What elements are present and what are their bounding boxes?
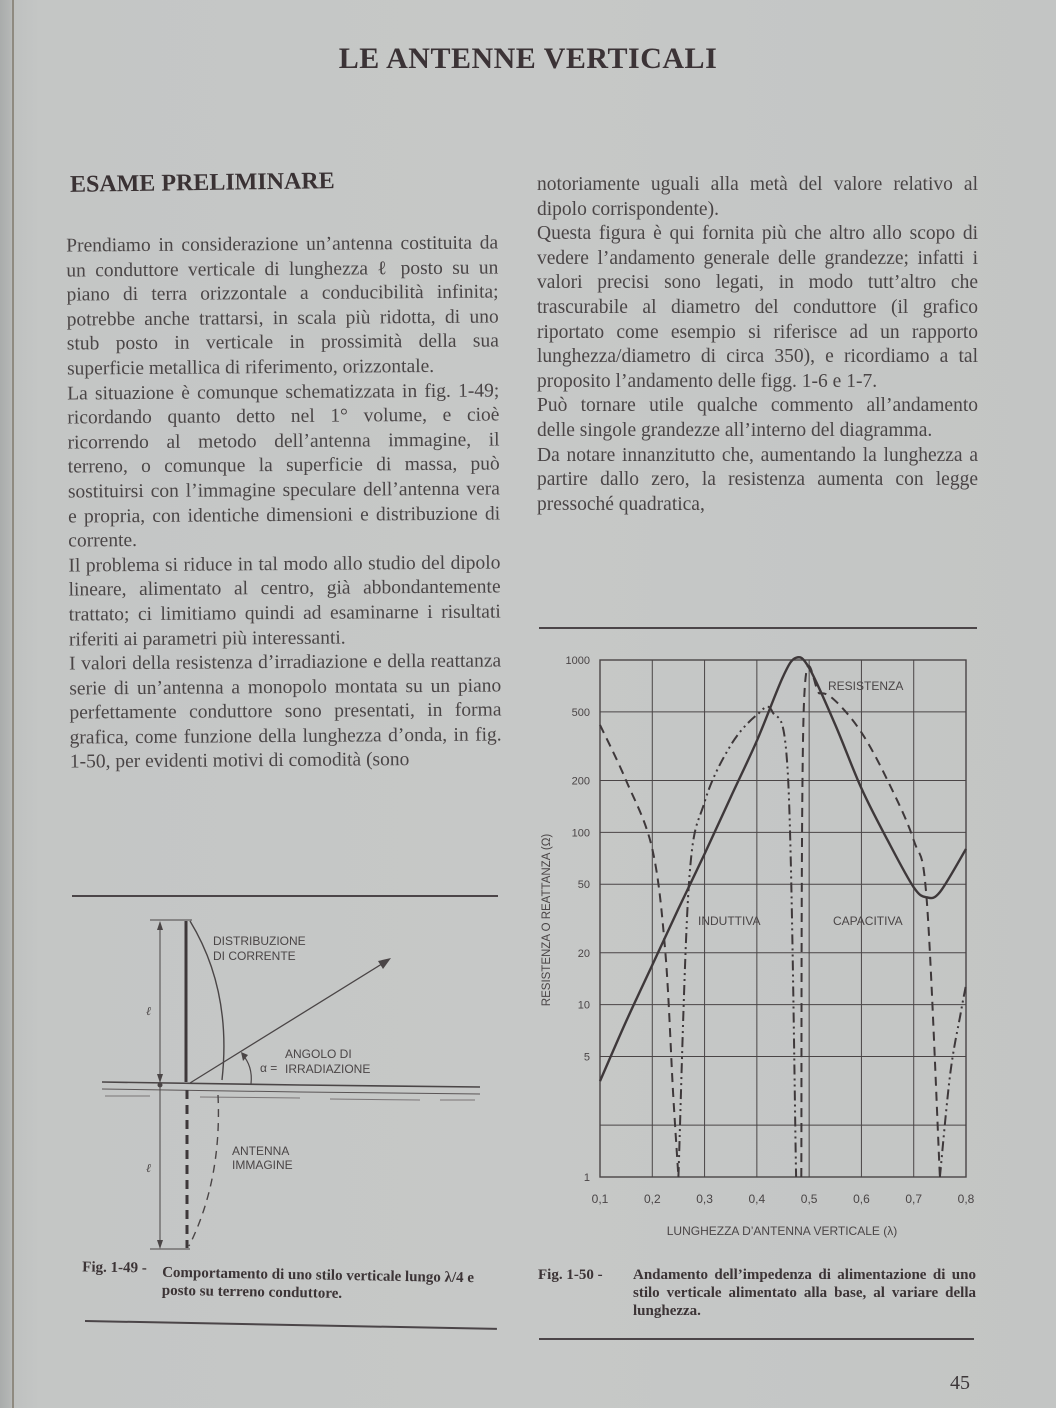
figure-caption-text: Andamento dell’impedenza di alimentazione di uno stilo verticale alimentato alla base, al variare della lunghezza.: [633, 1267, 976, 1319]
x-axis-label: LUNGHEZZA D’ANTENNA VERTICALE (λ): [666, 1224, 898, 1238]
paragraph: Il problema si riduce in tal modo allo studio del dipolo lineare, alimentato al centro, già abbondantemente trattato; ci limitiamo quindi ad esaminarne i risultati riferiti ai parametri più interessanti.: [68, 552, 501, 651]
y-tick-label: 1000: [565, 655, 590, 667]
figure-1-49-caption: [82, 1258, 503, 1305]
label-antenna: ANTENNA: [232, 1144, 290, 1158]
annotation-resistenza: RESISTENZA: [828, 679, 904, 693]
figure-1-50-chart: [530, 640, 990, 1250]
x-tick-label: 0,2: [643, 1192, 661, 1206]
label-di-corrente: DI CORRENTE: [213, 949, 296, 963]
paragraph: notoriamente uguali alla metà del valore relativo al dipolo corrispondente).: [537, 174, 978, 220]
series-dash-dot-dot: [940, 985, 966, 1177]
y-tick-label: 50: [577, 879, 590, 892]
paragraph: I valori della resistenza d’irradiazione e della reattanza serie di un’antenna a monopolo montata su un piano perfettamente conduttore sono presentati, in forma grafica, come funzione della lunghezza d’onda, in fig. 1-50, per evidenti motivi di comodità (sono: [69, 650, 502, 773]
rule-above-fig-1-50: [539, 627, 977, 629]
paragraph: Da notare innanzitutto che, aumentando la lunghezza a partire dallo zero, la resistenza aumenta con legge pressoché quadratica,: [537, 444, 978, 515]
figure-caption-text: Comportamento di uno stilo verticale lungo λ/4 e posto su terreno conduttore.: [161, 1264, 475, 1302]
y-tick-label: 1: [583, 1172, 590, 1184]
y-tick-label: 5: [583, 1051, 590, 1064]
paragraph: Questa figura è qui fornita più che altro allo scopo di vedere l’andamento generale delle grandezze; infatti i valori precisi sono legati, in modo tutt’altro che trascurabile al diametro del conduttore (il grafico riportato come esempio si riferisce ad un rapporto lunghezza/diametro di circa 350), e ricordiamo a tal proposito l’andamento delle figg. 1-6 e 1-7.: [537, 223, 978, 392]
section-heading: ESAME PRELIMINARE: [69, 168, 335, 198]
annotation-capacitiva: CAPACITIVA: [833, 914, 903, 928]
page-number: 45: [950, 1372, 970, 1394]
x-tick-label: 0,3: [696, 1192, 713, 1206]
y-tick-label: 20: [577, 947, 590, 960]
label-angolo: ANGOLO DI: [285, 1047, 352, 1061]
annotation-induttiva: INDUTTIVA: [698, 914, 761, 928]
running-title: LE ANTENNE VERTICALI: [338, 42, 718, 75]
figure-1-50-caption: [538, 1266, 978, 1326]
rule-below-fig-1-49: [85, 1320, 497, 1330]
rule-below-fig-1-50: [539, 1338, 974, 1340]
book-spine-edge: [12, 0, 14, 1408]
figure-number: Fig. 1-50 -: [538, 1267, 603, 1283]
y-tick-label: 200: [571, 775, 590, 788]
x-tick-label: 0,6: [853, 1192, 870, 1206]
chart-grid: [600, 660, 966, 1177]
y-tick-label: 10: [577, 999, 590, 1012]
x-tick-label: 0,1: [591, 1192, 609, 1206]
figure-number: Fig. 1-49 -: [82, 1259, 147, 1277]
label-immagine: IMMAGINE: [232, 1158, 293, 1172]
label-distribuzione: DISTRIBUZIONE: [213, 934, 306, 948]
rule-above-fig-1-49: [72, 895, 498, 897]
label-length-top: ℓ: [146, 1004, 151, 1018]
chart-curves: [600, 657, 966, 1177]
y-tick-label: 100: [571, 827, 590, 840]
y-tick-label: 500: [571, 706, 590, 719]
series-solid: [600, 657, 966, 1081]
x-tick-label: 0,5: [800, 1192, 818, 1206]
series-dashed: [600, 725, 678, 1177]
label-irradiazione: IRRADIAZIONE: [285, 1062, 371, 1076]
series-dash-dot-dot: [678, 707, 796, 1177]
label-alpha: α =: [260, 1061, 278, 1075]
right-column-text: [537, 173, 978, 517]
figure-1-49-diagram: [90, 905, 500, 1265]
paragraph: Prendiamo in considerazione un’antenna costituita da un conduttore verticale di lunghezza ℓ posto su un piano di terra orizzontale a conducibilità infinita; potrebbe anche trattarsi, in scala più ridotta, di uno stub posto in verticale in prossimità della sua superficie metallica di riferimento, orizzontale.: [66, 232, 499, 380]
left-column-text: [66, 231, 502, 775]
x-tick-label: 0,8: [957, 1192, 975, 1206]
paragraph: La situazione è comunque schematizzata in fig. 1-49; ricordando quanto detto nel 1° volume, e cioè ricorrendo al metodo dell’antenna immagine, il terreno, o comunque la superficie di massa, può sostituirsi con l’immagine speculare dell’antenna vera e propria, con identiche dimensioni e distribuzione di corrente.: [67, 380, 501, 552]
x-tick-label: 0,4: [748, 1192, 766, 1206]
paragraph: Può tornare utile qualche commento all’andamento delle singole grandezze all’interno del diagramma.: [537, 395, 978, 441]
label-length-bottom: ℓ: [146, 1161, 151, 1175]
x-tick-label: 0,7: [905, 1192, 923, 1206]
y-axis-label: RESISTENZA O REATTANZA (Ω): [541, 833, 553, 1007]
